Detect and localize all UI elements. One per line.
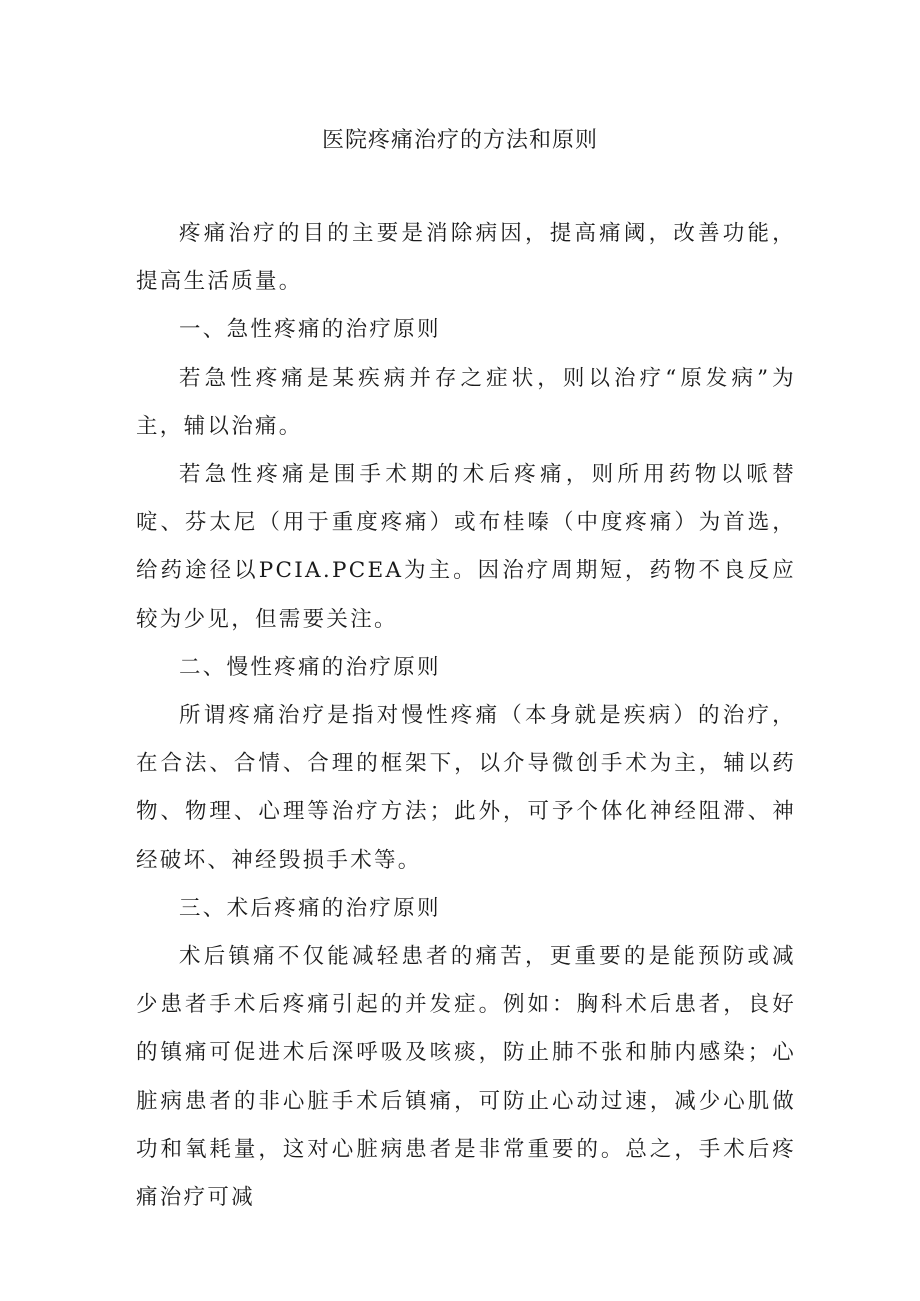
- section-heading-chronic-pain: 二、慢性疼痛的治疗原则: [179, 654, 441, 680]
- document-body: [136, 210, 796, 1222]
- section-heading-acute-pain: 一、急性疼痛的治疗原则: [179, 317, 441, 343]
- intro-paragraph: 疼痛治疗的目的主要是消除病因，提高痛阈，改善功能，提高生活质量。: [136, 221, 796, 295]
- postoperative-pain-paragraph-1: 术后镇痛不仅能减轻患者的痛苦，更重要的是能预防或减少患者手术后疼痛引起的并发症。例如：胸科术后患者，良好的镇痛可促进术后深呼吸及咳痰，防止肺不张和肺内感染；心脏病患者的非心脏手术后镇痛，可防止心动过速，减少心肌做功和氧耗量，这对心脏病患者是非常重要的。总之，手术后疼痛治疗可减: [136, 944, 796, 1211]
- document-title: 医院疼痛治疗的方法和原则: [321, 128, 598, 153]
- acute-pain-paragraph-2: 若急性疼痛是围手术期的术后疼痛，则所用药物以哌替啶、芬太尼（用于重度疼痛）或布桂嗪（中度疼痛）为首选，给药途径以PCIA.PCEA为主。因治疗周期短，药物不良反应较为少见，但需要关注。: [136, 462, 796, 632]
- section-heading-postoperative-pain: 三、术后疼痛的治疗原则: [179, 895, 441, 921]
- acute-pain-paragraph-1: 若急性疼痛是某疾病并存之症状，则以治疗“原发病”为主，辅以治痛。: [136, 365, 796, 439]
- chronic-pain-paragraph-1: 所谓疼痛治疗是指对慢性疼痛（本身就是疾病）的治疗，在合法、合情、合理的框架下，以介导微创手术为主，辅以药物、物理、心理等治疗方法；此外，可予个体化神经阻滞、神经破坏、神经毁损手术等。: [136, 703, 796, 873]
